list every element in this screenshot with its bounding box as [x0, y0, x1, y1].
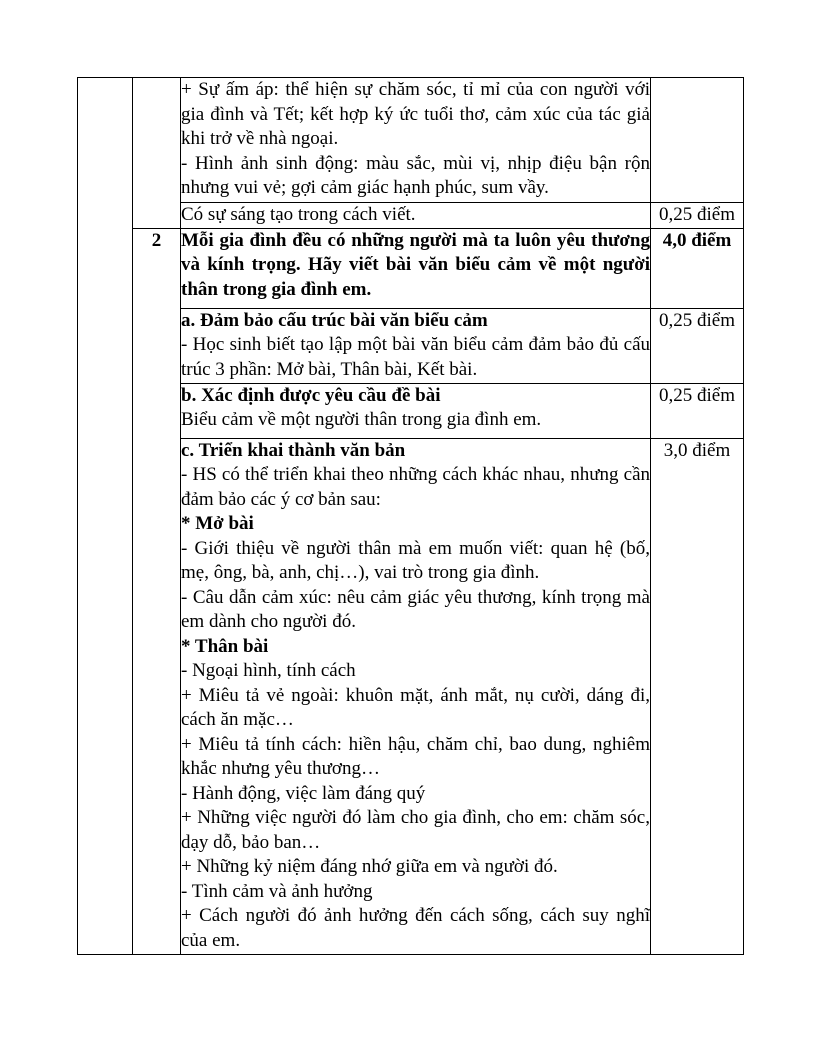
criterion-heading: a. Đảm bảo cấu trúc bài văn biểu cảm — [181, 309, 488, 331]
content-paragraph: + Những kỷ niệm đáng nhớ giữa em và người đó. — [181, 856, 558, 877]
content-paragraph: + Sự ấm áp: thể hiện sự chăm sóc, tỉ mỉ của con người với gia đình và Tết; kết hợp ký ức tuổi thơ, cảm xúc của tác giả khi trở về nhà ngoại. — [181, 79, 650, 149]
criterion-heading: c. Triển khai thành văn bản — [181, 439, 406, 461]
score-cell — [651, 228, 744, 308]
question-number-cell — [133, 78, 181, 229]
table-row — [78, 78, 744, 203]
score-cell — [651, 78, 744, 203]
question-number: 2 — [151, 229, 162, 251]
content-paragraph: - Giới thiệu về người thân mà em muốn viết: quan hệ (bố, mẹ, ông, bà, anh, chị…), vai trò trong gia đình. — [181, 537, 650, 583]
content-paragraph: Có sự sáng tạo trong cách viết. — [181, 204, 416, 225]
section-column-cell — [78, 78, 133, 955]
score-cell — [651, 308, 744, 383]
content-paragraph: + Những việc người đó làm cho gia đình, cho em: chăm sóc, dạy dỗ, bảo ban… — [181, 807, 650, 853]
content-cell — [181, 308, 651, 383]
content-paragraph: + Miêu tả tính cách: hiền hậu, chăm chỉ, bao dung, nghiêm khắc nhưng yêu thương… — [181, 733, 650, 779]
score-text: 0,25 điểm — [659, 204, 735, 225]
score-text: 0,25 điểm — [659, 384, 735, 406]
content-cell — [181, 203, 651, 229]
content-cell — [181, 228, 651, 308]
content-paragraph: - Ngoại hình, tính cách — [181, 660, 356, 681]
score-cell — [651, 383, 744, 438]
content-paragraph: - Học sinh biết tạo lập một bài văn biểu cảm đảm bảo đủ cấu trúc 3 phần: Mở bài, Thân bài, Kết bài. — [181, 334, 650, 380]
score-cell — [651, 203, 744, 229]
content-paragraph: + Cách người đó ảnh hưởng đến cách sống, cách suy nghĩ của em. — [181, 905, 650, 951]
question-text: Mỗi gia đình đều có những người mà ta luôn yêu thương và kính trọng. Hãy viết bài văn biểu cảm về một người thân trong gia đình em. — [181, 229, 650, 300]
score-text: 3,0 điểm — [663, 439, 731, 461]
score-cell — [651, 438, 744, 954]
section-heading: * Mở bài — [181, 513, 254, 534]
score-text: 0,25 điểm — [659, 309, 735, 331]
content-paragraph: - Hình ảnh sinh động: màu sắc, mùi vị, nhịp điệu bận rộn nhưng vui vẻ; gợi cảm giác hạnh phúc, sum vầy. — [181, 152, 650, 198]
criterion-heading: b. Xác định được yêu cầu đề bài — [181, 384, 441, 406]
content-paragraph: - Câu dẫn cảm xúc: nêu cảm giác yêu thương, kính trọng mà em dành cho người đó. — [181, 586, 650, 632]
content-paragraph: - HS có thể triển khai theo những cách khác nhau, nhưng cần đảm bảo các ý cơ bản sau: — [181, 464, 650, 510]
content-paragraph: Biểu cảm về một người thân trong gia đình em. — [181, 409, 542, 430]
table-row — [78, 228, 744, 308]
question-number-cell — [133, 228, 181, 954]
content-paragraph: - Hành động, việc làm đáng quý — [181, 782, 426, 804]
section-heading: * Thân bài — [181, 635, 269, 657]
grading-rubric-table — [77, 77, 744, 955]
content-paragraph: + Miêu tả vẻ ngoài: khuôn mặt, ánh mắt, nụ cười, dáng đi, cách ăn mặc… — [181, 684, 650, 730]
score-text: 4,0 điểm — [662, 229, 732, 251]
content-paragraph: - Tình cảm và ảnh hưởng — [181, 880, 373, 902]
content-cell — [181, 383, 651, 438]
content-cell — [181, 438, 651, 954]
content-cell — [181, 78, 651, 203]
